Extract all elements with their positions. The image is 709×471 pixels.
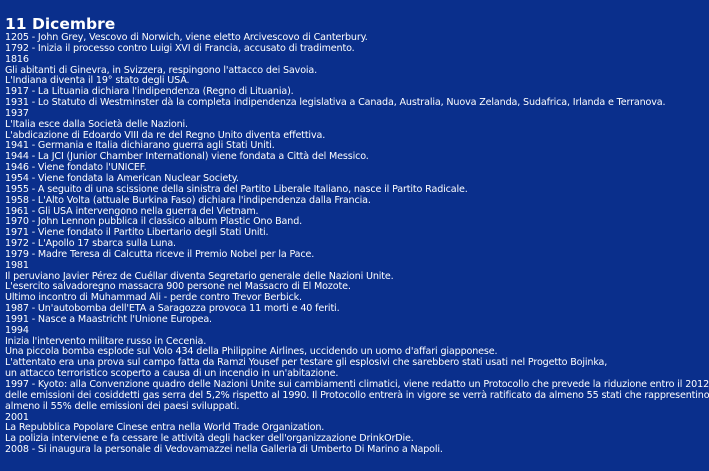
event-line: delle emissioni dei cosiddetti gas serra del 5,2% rispetto al 1990. Il Protocollo entrerà in vigore se verrà ratificato da almeno 55 stati che rappresentino <box>5 389 709 401</box>
event-line: L'abdicazione di Edoardo VIII da re del Regno Unito diventa effettiva. <box>5 129 326 141</box>
event-line: 1987 - Un'autobomba dell'ETA a Saragozza provoca 11 morti e 40 feriti. <box>5 303 340 315</box>
event-line: 1970 - John Lennon pubblica il classico album Plastic Ono Band. <box>5 216 303 228</box>
event-line: 1205 - John Grey, Vescovo di Norwich, viene eletto Arcivescovo di Canterbury. <box>5 32 368 43</box>
page-title: 11 Dicembre <box>5 15 116 33</box>
event-line: 1991 - Nasce a Maastricht l'Unione Europea. <box>5 313 212 325</box>
event-line: 1971 - Viene fondato il Partito Libertario degli Stati Uniti. <box>5 227 269 239</box>
event-line: 1946 - Viene fondato l'UNICEF. <box>5 162 147 174</box>
event-line: 1917 - La Lituania dichiara l'indipendenza (Regno di Lituania). <box>5 86 294 98</box>
event-line: 1958 - L'Alto Volta (attuale Burkina Faso) dichiara l'indipendenza dalla Francia. <box>5 194 371 206</box>
event-line: L'Italia esce dalla Società delle Nazioni. <box>5 118 188 130</box>
event-line: La polizia interviene e fa cessare le attività degli hacker dell'organizzazione DrinkOrDie. <box>5 433 414 445</box>
event-line: un attacco terroristico scoperto a causa di un incendio in un'abitazione. <box>5 368 339 380</box>
event-line: L'esercito salvadoregno massacra 900 persone nel Massacro di El Mozote. <box>5 281 351 293</box>
event-line: 1972 - L'Apollo 17 sbarca sulla Luna. <box>5 238 176 250</box>
event-line: L'Indiana diventa il 19° stato degli USA. <box>5 75 190 87</box>
event-line: 2008 - Si inaugura la personale di Vedovamazzei nella Galleria di Umberto Di Marino a Napoli. <box>5 444 443 456</box>
event-line: 1979 - Madre Teresa di Calcutta riceve il Premio Nobel per la Pace. <box>5 248 315 260</box>
event-line: 1961 - Gli USA intervengono nella guerra del Vietnam. <box>5 205 259 217</box>
event-line: 1955 - A seguito di una scissione della sinistra del Partito Liberale Italiano, nasce il Partito Radicale. <box>5 183 468 195</box>
event-line: La Repubblica Popolare Cinese entra nella World Trade Organization. <box>5 422 325 434</box>
year-heading: 1994 <box>5 324 29 336</box>
event-line: almeno il 55% delle emissioni dei paesi sviluppati. <box>5 400 240 412</box>
event-line: 1954 - Viene fondata la American Nuclear Society. <box>5 172 239 184</box>
year-heading: 2001 <box>5 411 29 423</box>
year-heading: 1816 <box>5 53 29 65</box>
event-line: 1997 - Kyoto: alla Convenzione quadro delle Nazioni Unite sui cambiamenti climatici, viene redatto un Protocollo che prevede la riduzione entro il 2012 <box>5 379 709 390</box>
year-heading: 1937 <box>5 107 29 119</box>
event-line: Gli abitanti di Ginevra, in Svizzera, respingono l'attacco dei Savoia. <box>5 64 318 76</box>
event-line: 1944 - La JCI (Junior Chamber International) viene fondata a Città del Messico. <box>5 151 369 163</box>
event-line: Il peruviano Javier Pérez de Cuéllar diventa Segretario generale delle Nazioni Unite. <box>5 270 394 282</box>
event-line: 1792 - Inizia il processo contro Luigi XVI di Francia, accusato di tradimento. <box>5 42 355 54</box>
event-line: 1941 - Germania e Italia dichiarano guerra agli Stati Uniti. <box>5 140 275 152</box>
event-line: L'attentato era una prova sul campo fatta da Ramzi Yousef per testare gli esplosivi che sarebbero stati usati nel Progetto Bojinka, <box>5 357 608 369</box>
event-line: Ultimo incontro di Muhammad Ali - perde contro Trevor Berbick. <box>5 292 302 304</box>
event-line: Una piccola bomba esplode sul Volo 434 della Philippine Airlines, uccidendo un uomo d'affari giapponese. <box>5 346 498 358</box>
event-list <box>5 33 709 456</box>
event-line: 1931 - Lo Statuto di Westminster dà la completa indipendenza legislativa a Canada, Australia, Nuova Zelanda, Sudafrica, Irlanda e Terranova. <box>5 97 666 109</box>
year-heading: 1981 <box>5 259 29 271</box>
event-line: Inizia l'intervento militare russo in Cecenia. <box>5 335 207 347</box>
